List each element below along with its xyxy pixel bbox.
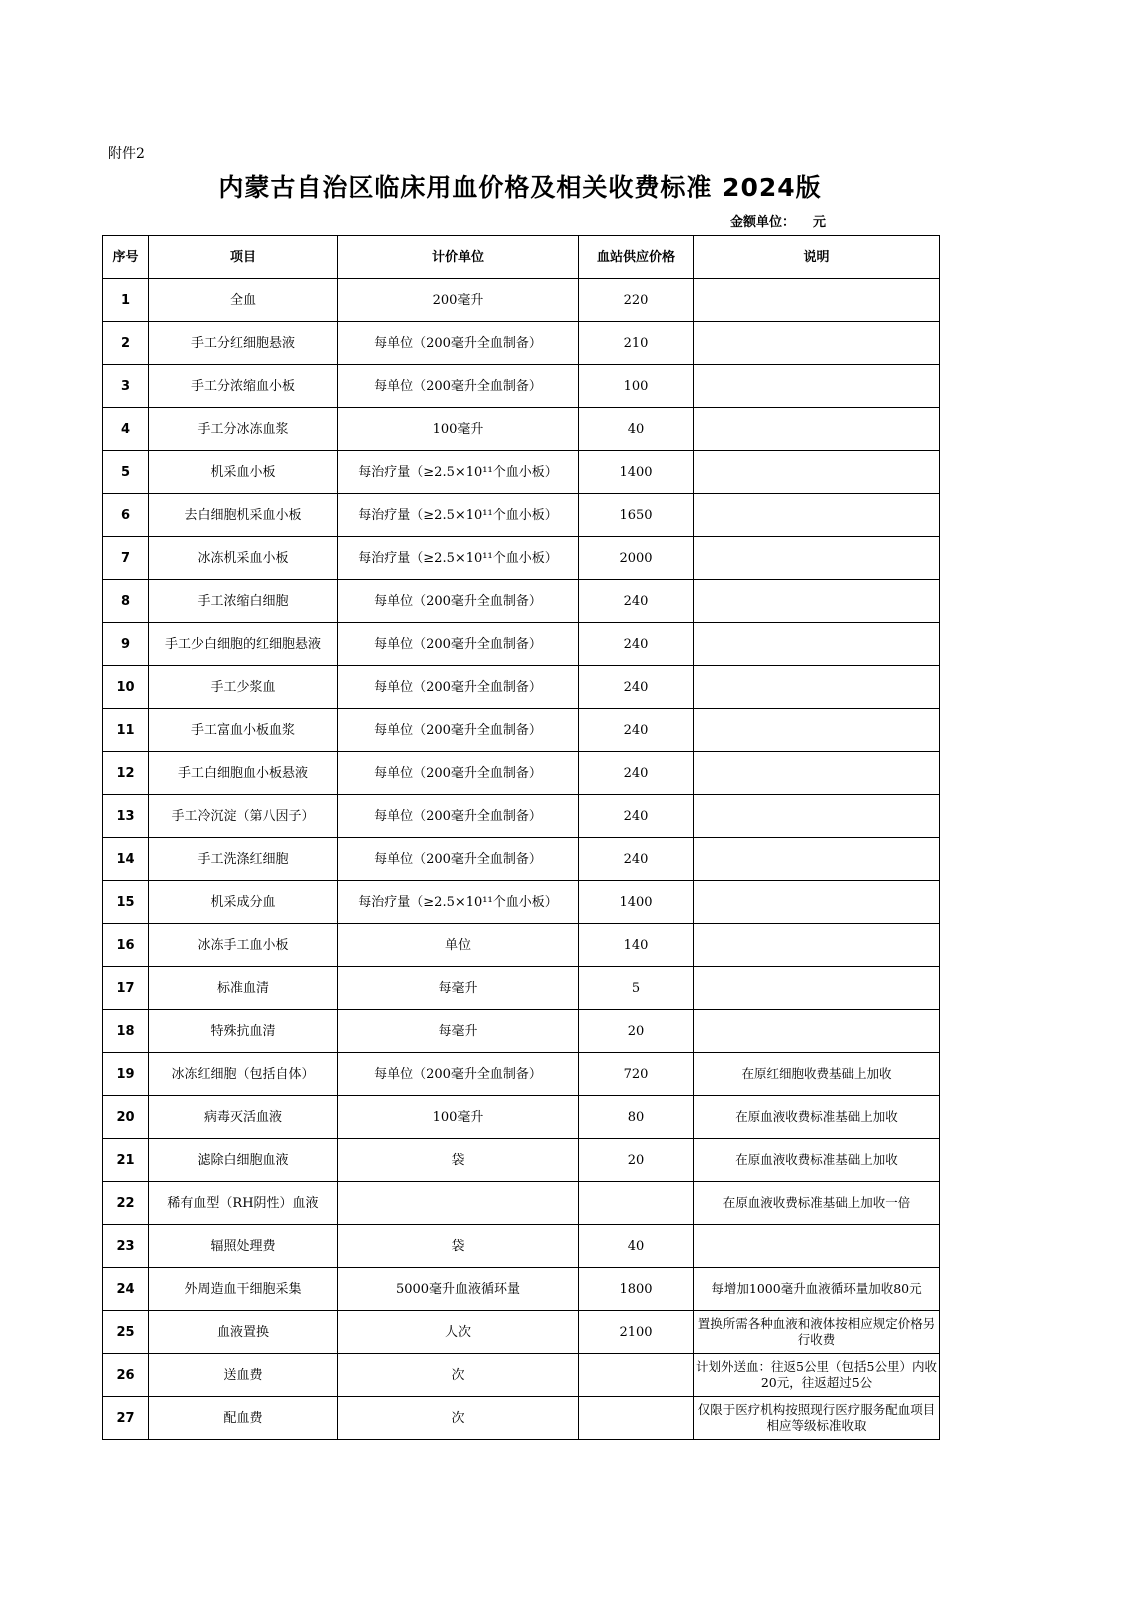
amount-unit [730,211,826,230]
row-note-text: 在原血液收费标准基础上加收一倍 [722,1195,911,1210]
row-unit: 100毫升 [338,408,579,451]
table-row [103,279,940,322]
row-price: 240 [579,623,694,666]
row-note-text: 仅限于医疗机构按照现行医疗服务配血项目相应等级标准收取 [697,1402,936,1433]
table-row [103,494,940,537]
row-price: 1400 [579,881,694,924]
row-item: 血液置换 [149,1311,338,1354]
row-item: 机采成分血 [149,881,338,924]
table-row [103,580,940,623]
row-note [694,795,940,838]
row-note [694,1182,940,1225]
row-note-text: 在原红细胞收费基础上加收 [741,1066,892,1081]
amount-unit-value: 元 [813,215,827,230]
row-unit: 人次 [338,1311,579,1354]
row-price: 240 [579,709,694,752]
table-row [103,537,940,580]
table-row [103,365,940,408]
row-item: 手工冷沉淀（第八因子） [149,795,338,838]
row-item: 全血 [149,279,338,322]
row-number: 15 [103,881,149,924]
row-number: 4 [103,408,149,451]
header-unit: 计价单位 [338,236,579,279]
row-unit: 5000毫升血液循环量 [338,1268,579,1311]
table-row [103,1354,940,1397]
row-item: 手工分冰冻血浆 [149,408,338,451]
row-number: 10 [103,666,149,709]
row-price: 5 [579,967,694,1010]
row-note [694,1096,940,1139]
table-row [103,795,940,838]
row-unit: 次 [338,1397,579,1440]
row-note [694,1311,940,1354]
table-row [103,924,940,967]
row-price: 2100 [579,1311,694,1354]
header-item: 项目 [149,236,338,279]
row-note [694,881,940,924]
row-unit: 每单位（200毫升全血制备） [338,365,579,408]
row-unit: 每单位（200毫升全血制备） [338,709,579,752]
row-item: 病毒灭活血液 [149,1096,338,1139]
row-unit: 每毫升 [338,1010,579,1053]
price-table [102,235,940,1440]
row-item: 冰冻红细胞（包括自体） [149,1053,338,1096]
row-number: 23 [103,1225,149,1268]
row-note [694,322,940,365]
table-row [103,709,940,752]
row-price [579,1182,694,1225]
header-no: 序号 [103,236,149,279]
row-note [694,623,940,666]
row-note-text: 每增加1000毫升血液循环量加收80元 [711,1281,922,1296]
row-unit: 每单位（200毫升全血制备） [338,666,579,709]
row-unit: 100毫升 [338,1096,579,1139]
row-number: 5 [103,451,149,494]
row-item: 标准血清 [149,967,338,1010]
row-price: 220 [579,279,694,322]
row-number: 18 [103,1010,149,1053]
row-number: 9 [103,623,149,666]
row-note [694,580,940,623]
table-row [103,1225,940,1268]
row-unit: 每治疗量（≥2.5×10¹¹个血小板） [338,881,579,924]
row-number: 26 [103,1354,149,1397]
row-item: 手工少白细胞的红细胞悬液 [149,623,338,666]
row-number: 16 [103,924,149,967]
row-price: 100 [579,365,694,408]
row-note [694,709,940,752]
table-row [103,1010,940,1053]
table-row [103,1053,940,1096]
row-item: 机采血小板 [149,451,338,494]
row-number: 2 [103,322,149,365]
row-price: 240 [579,666,694,709]
row-unit: 单位 [338,924,579,967]
header-price: 血站供应价格 [579,236,694,279]
table-row [103,1182,940,1225]
header-note: 说明 [694,236,940,279]
table-row [103,451,940,494]
row-item: 手工富血小板血浆 [149,709,338,752]
table-row [103,666,940,709]
row-number: 24 [103,1268,149,1311]
row-note [694,924,940,967]
row-note [694,1139,940,1182]
row-unit: 每单位（200毫升全血制备） [338,795,579,838]
row-note [694,1268,940,1311]
row-item: 手工分红细胞悬液 [149,322,338,365]
row-note [694,1225,940,1268]
row-item: 手工浓缩白细胞 [149,580,338,623]
row-unit: 每治疗量（≥2.5×10¹¹个血小板） [338,451,579,494]
row-item: 去白细胞机采血小板 [149,494,338,537]
table-row [103,322,940,365]
row-price: 1400 [579,451,694,494]
row-number: 17 [103,967,149,1010]
row-item: 外周造血干细胞采集 [149,1268,338,1311]
row-number: 22 [103,1182,149,1225]
row-item: 配血费 [149,1397,338,1440]
row-price: 140 [579,924,694,967]
row-item: 手工白细胞血小板悬液 [149,752,338,795]
row-number: 1 [103,279,149,322]
row-number: 14 [103,838,149,881]
row-unit: 每单位（200毫升全血制备） [338,322,579,365]
table-row [103,881,940,924]
row-note [694,408,940,451]
row-note [694,537,940,580]
row-note [694,451,940,494]
row-number: 13 [103,795,149,838]
row-note-text: 在原血液收费标准基础上加收 [735,1152,898,1167]
row-price: 210 [579,322,694,365]
row-price: 80 [579,1096,694,1139]
row-item: 手工少浆血 [149,666,338,709]
row-unit: 次 [338,1354,579,1397]
row-note [694,494,940,537]
row-item: 手工洗涤红细胞 [149,838,338,881]
row-number: 27 [103,1397,149,1440]
table-row [103,838,940,881]
table-row [103,408,940,451]
row-price: 240 [579,752,694,795]
row-number: 6 [103,494,149,537]
row-number: 19 [103,1053,149,1096]
row-note [694,666,940,709]
table-row [103,1096,940,1139]
row-number: 21 [103,1139,149,1182]
row-number: 12 [103,752,149,795]
table-row [103,623,940,666]
table-row [103,1397,940,1440]
table-row [103,967,940,1010]
row-price: 2000 [579,537,694,580]
row-item: 冰冻机采血小板 [149,537,338,580]
row-unit: 200毫升 [338,279,579,322]
row-number: 25 [103,1311,149,1354]
row-price: 720 [579,1053,694,1096]
row-price: 40 [579,408,694,451]
page-title: 内蒙古自治区临床用血价格及相关收费标准 2024版 [218,173,822,202]
row-number: 3 [103,365,149,408]
row-unit: 每单位（200毫升全血制备） [338,1053,579,1096]
row-price: 40 [579,1225,694,1268]
row-unit: 袋 [338,1225,579,1268]
row-note-text: 置换所需各种血液和液体按相应规定价格另行收费 [697,1316,936,1347]
table-row [103,1268,940,1311]
row-note [694,279,940,322]
row-note [694,1053,940,1096]
row-unit: 每治疗量（≥2.5×10¹¹个血小板） [338,537,579,580]
row-unit: 每毫升 [338,967,579,1010]
row-price: 240 [579,580,694,623]
row-unit: 每单位（200毫升全血制备） [338,580,579,623]
row-note [694,1397,940,1440]
row-number: 20 [103,1096,149,1139]
row-item: 送血费 [149,1354,338,1397]
row-item: 滤除白细胞血液 [149,1139,338,1182]
table-header-row [103,236,940,279]
row-unit: 每单位（200毫升全血制备） [338,752,579,795]
table-row [103,1139,940,1182]
row-unit [338,1182,579,1225]
row-price [579,1397,694,1440]
row-item: 辐照处理费 [149,1225,338,1268]
row-item: 稀有血型（RH阴性）血液 [149,1182,338,1225]
row-note [694,838,940,881]
amount-unit-label: 金额单位： [730,215,796,230]
row-number: 11 [103,709,149,752]
row-unit: 每单位（200毫升全血制备） [338,623,579,666]
table-body [103,279,940,1440]
row-number: 7 [103,537,149,580]
row-note [694,967,940,1010]
row-unit: 袋 [338,1139,579,1182]
row-price [579,1354,694,1397]
table-row [103,752,940,795]
row-note-text: 计划外送血：往返5公里（包括5公里）内收20元，往返超过5公 [696,1359,937,1390]
row-price: 20 [579,1139,694,1182]
row-price: 20 [579,1010,694,1053]
row-note-text: 在原血液收费标准基础上加收 [735,1109,898,1124]
row-note [694,752,940,795]
row-unit: 每单位（200毫升全血制备） [338,838,579,881]
table-row [103,1311,940,1354]
row-unit: 每治疗量（≥2.5×10¹¹个血小板） [338,494,579,537]
row-item: 冰冻手工血小板 [149,924,338,967]
row-price: 240 [579,838,694,881]
row-number: 8 [103,580,149,623]
attachment-label: 附件2 [108,146,145,162]
row-item: 特殊抗血清 [149,1010,338,1053]
row-item: 手工分浓缩血小板 [149,365,338,408]
row-price: 1650 [579,494,694,537]
row-note [694,1354,940,1397]
row-price: 1800 [579,1268,694,1311]
row-note [694,365,940,408]
row-price: 240 [579,795,694,838]
row-note [694,1010,940,1053]
